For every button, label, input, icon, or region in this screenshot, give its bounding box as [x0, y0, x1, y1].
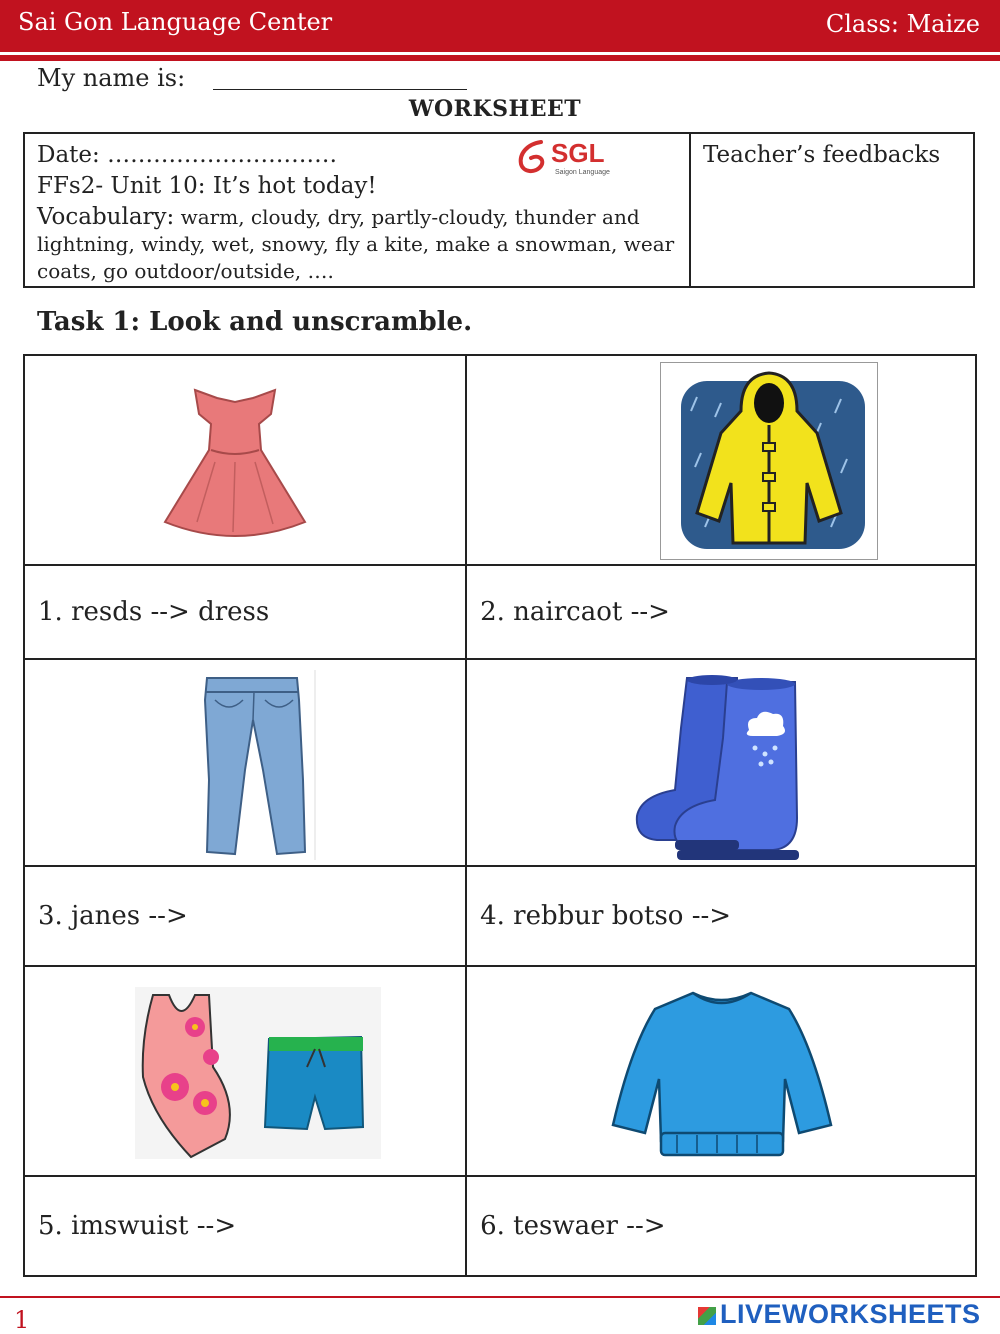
picture-cell [24, 966, 466, 1176]
task-title: Task 1: Look and unscramble. [37, 307, 473, 337]
class-label: Class: Maize [825, 10, 980, 38]
item-label-4: 4. rebbur botso --> [480, 901, 732, 931]
header-divider [0, 55, 1000, 61]
answer-cell[interactable] [24, 866, 466, 966]
jeans-icon [185, 670, 325, 860]
answer-cell[interactable] [24, 565, 466, 659]
picture-cell [466, 659, 976, 866]
unit-title: FFs2- Unit 10: It’s hot today! [37, 173, 377, 199]
raincoat-frame [660, 362, 878, 560]
header-bar [0, 0, 1000, 52]
vocabulary-text [37, 204, 677, 285]
answer-cell[interactable] [24, 1176, 466, 1276]
picture-cell [466, 966, 976, 1176]
sgl-logo [515, 138, 625, 180]
info-box [23, 132, 975, 288]
item-label-3: 3. janes --> [38, 901, 188, 931]
center-name: Sai Gon Language Center [18, 8, 333, 36]
item-label-5: 5. imswuist --> [38, 1211, 237, 1241]
worksheet-title: WORKSHEET [408, 96, 582, 122]
sgl-logo-text: SGL [551, 138, 605, 168]
item-label-6: 6. teswaer --> [480, 1211, 666, 1241]
picture-cell [24, 659, 466, 866]
dress-icon [155, 372, 315, 548]
picture-cell [466, 355, 976, 565]
liveworksheets-cube-icon [698, 1307, 716, 1325]
answer-cell[interactable] [466, 565, 976, 659]
lesson-info [25, 134, 691, 286]
task-table [23, 354, 977, 1277]
sweater-icon [607, 987, 837, 1161]
raincoat-icon [661, 363, 877, 559]
item-label-2: 2. naircaot --> [480, 597, 670, 627]
footer-divider [0, 1296, 1000, 1298]
answer-cell[interactable] [466, 866, 976, 966]
page-number: 1 [14, 1306, 30, 1334]
sgl-swirl-icon [515, 138, 551, 178]
liveworksheets-brand: LIVEWORKSHEETS [720, 1299, 981, 1329]
teacher-feedback-label: Teacher’s feedbacks [703, 142, 941, 168]
vocabulary-words: warm, cloudy, dry, partly-cloudy, thunder and lightning, windy, wet, snowy, fly a kite, make a snowman, wear coats, go outdoor/outside, …. [37, 205, 675, 283]
vocabulary-label: Vocabulary: [37, 204, 175, 230]
date-field: Date: ………………………… [37, 142, 338, 168]
name-input-line[interactable] [213, 89, 467, 90]
sgl-logo-subtitle: Saigon Language [555, 169, 610, 176]
answer-cell[interactable] [466, 1176, 976, 1276]
liveworksheets-logo[interactable] [698, 1299, 981, 1330]
name-label: My name is: [37, 64, 186, 92]
item-label-1: 1. resds --> dress [38, 597, 270, 627]
picture-cell [24, 355, 466, 565]
swimsuit-icon [135, 987, 381, 1159]
rubber-boots-icon [627, 668, 807, 864]
